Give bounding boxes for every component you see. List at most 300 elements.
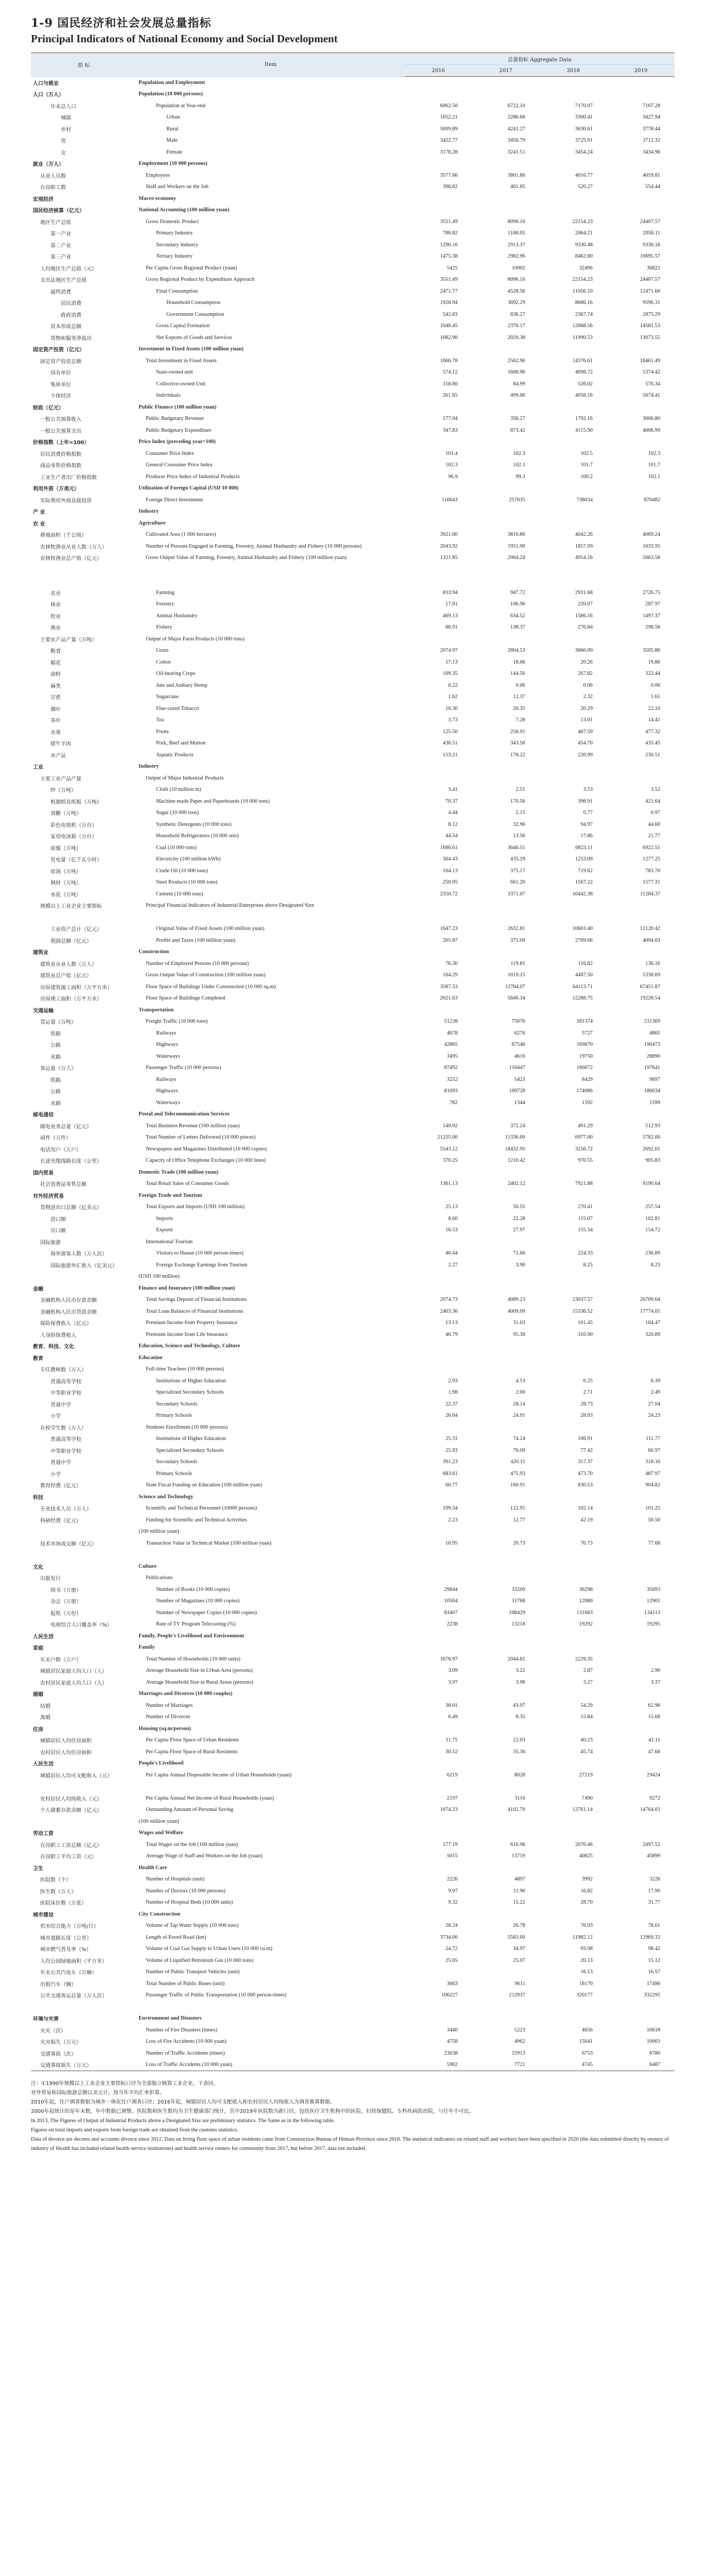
value-cell: 26.64	[445, 1413, 458, 1419]
indicator-name-cn: 报纸（万份）	[50, 1611, 81, 1617]
indicator-name-en: Number of Divorces	[146, 1714, 191, 1720]
value-cell: 13.13	[445, 1320, 458, 1326]
table-row	[31, 2024, 675, 2036]
value-cell: 3.97	[448, 1679, 458, 1685]
value-cell: 24407.57	[640, 218, 660, 225]
table-row	[31, 877, 675, 889]
indicator-name-cn: 劳动工资	[33, 1831, 54, 1837]
value-cell: 320177	[576, 1992, 593, 1998]
table-row	[31, 784, 675, 796]
value-cell: 10442.38	[572, 891, 593, 897]
value-cell: 4006.99	[642, 427, 660, 433]
indicator-name-en: Total Number of Public Buses (unit)	[146, 1980, 225, 1987]
value-cell: 4102.70	[507, 1807, 525, 1813]
value-cell	[540, 1282, 607, 1294]
indicator-name-en: Marriages and Divorces (10 000 couples)	[139, 1691, 233, 1697]
indicator-name-en: Wages and Welfare	[139, 1830, 183, 1836]
value-cell: 3778.44	[642, 126, 660, 132]
value-cell: 6722.10	[507, 103, 525, 109]
table-row	[31, 123, 675, 135]
indicator-name-en: Number of Hospitals (unit)	[146, 1876, 205, 1883]
value-cell: 71.66	[513, 1250, 525, 1257]
value-cell: 4678	[447, 1030, 458, 1036]
value-cell: 78.61	[648, 1923, 660, 1929]
indicator-name-cn: 农林牧渔业总产值（亿元）	[40, 556, 102, 562]
value-cell: 6780	[649, 2050, 660, 2056]
indicator-name-en: Staff and Workers on the Job	[146, 184, 209, 190]
value-cell: 77.68	[648, 1540, 660, 1546]
value-cell: 375.17	[510, 868, 525, 874]
value-cell: 10.30	[445, 705, 458, 711]
value-cell: 4656	[581, 2027, 593, 2033]
indicator-name-cn: 麻类	[50, 683, 61, 689]
value-cell: 2056.11	[643, 230, 660, 236]
value-cell: 13.01	[580, 717, 593, 723]
value-cell: 2632.81	[507, 926, 525, 932]
value-cell: 477.32	[645, 728, 660, 735]
table-row	[31, 993, 675, 1005]
value-cell: 4069.24	[642, 532, 660, 538]
value-cell	[540, 1908, 607, 1920]
value-cell: 17.13	[445, 659, 458, 665]
value-cell: 3178.28	[440, 149, 458, 155]
value-cell: 99.3	[516, 473, 525, 480]
indicator-name-cn: 结婚	[40, 1703, 50, 1709]
value-cell	[607, 1491, 675, 1503]
table-row	[31, 1387, 675, 1399]
value-cell: 6753	[581, 2050, 593, 2056]
value-cell: 101.25	[645, 1505, 660, 1512]
indicator-name-cn: 城镇居民家庭人均人口（人）	[40, 1669, 107, 1675]
value-cell	[472, 1421, 540, 1433]
indicator-name-cn: 房屋竣工面积（万平方米）	[40, 996, 102, 1003]
indicator-name-en: Collective-owned Unit	[156, 381, 206, 387]
value-cell: 5902	[405, 2059, 472, 2071]
indicator-name-en: Floor Space of Buildings Completed	[146, 995, 226, 1002]
value-cell: 12764.07	[505, 984, 525, 990]
indicator-name-cn: 电话用户（万户）	[40, 1147, 81, 1153]
value-cell: 2402.12	[507, 1181, 525, 1187]
value-cell: 2350.72	[440, 891, 458, 897]
value-cell: 4954.16	[575, 555, 593, 561]
table-row	[31, 367, 675, 379]
value-cell: 6276	[514, 1030, 525, 1036]
value-cell: 19228.54	[640, 995, 660, 1002]
value-cell: 3.96	[516, 1679, 525, 1685]
table-row	[31, 703, 675, 715]
indicator-name-cn: 货运量（万吨）	[40, 1020, 76, 1026]
value-cell: 12668.56	[572, 323, 593, 329]
value-cell: 6062.50	[440, 103, 458, 109]
section-row	[31, 1561, 675, 1572]
indicator-name-cn: 水果	[50, 730, 61, 736]
value-cell: 473.70	[577, 1470, 593, 1477]
indicator-name-cn: 在岗职工工资总额（亿元）	[40, 1842, 102, 1849]
value-cell: 138.37	[510, 624, 525, 631]
value-cell: 2804.53	[507, 648, 525, 654]
value-cell: 3300.41	[575, 114, 593, 121]
value-cell	[472, 1827, 540, 1839]
value-cell: 9330.16	[642, 242, 660, 248]
section-row	[31, 761, 675, 773]
value-cell	[540, 89, 607, 100]
indicator-name-en: Cultivated Area (1 000 hectares)	[146, 532, 216, 538]
indicator-name-en: Visitors to Hunan (10 000 person-times)	[156, 1250, 244, 1257]
value-cell	[472, 506, 540, 518]
value-cell: 24.91	[513, 1413, 525, 1419]
indicator-name-en: (USD 100 million)	[139, 1274, 180, 1280]
indicator-name-en: Passenger Traffic (10 000 persons)	[146, 1065, 221, 1071]
value-cell	[607, 1630, 675, 1642]
value-cell: 70.73	[580, 1540, 593, 1546]
value-cell: 1599	[649, 1099, 660, 1106]
value-cell: 119.81	[510, 960, 525, 967]
value-cell: 719.62	[577, 868, 593, 874]
table-row	[31, 680, 675, 691]
indicator-name-en: Per Capita Annual Disposable Income of Urban Households (yuan)	[146, 1772, 292, 1778]
indicator-name-cn: 女	[61, 150, 66, 156]
value-cell: 45899	[646, 1853, 660, 1859]
value-cell: 322.44	[645, 671, 660, 677]
indicator-name-en: Total Business Revenue (100 million yuan)	[146, 1123, 240, 1129]
value-cell: 2064.24	[507, 555, 525, 561]
value-cell	[472, 1816, 540, 1827]
value-cell: 197641	[644, 1065, 660, 1071]
indicator-name-cn: 第三产业	[50, 255, 71, 261]
value-cell	[607, 1827, 675, 1839]
value-cell: 1321.85	[440, 555, 458, 561]
value-cell: 8686.16	[575, 300, 593, 306]
value-cell: 375.09	[510, 937, 525, 943]
value-cell: 7170.07	[575, 103, 593, 109]
table-row	[31, 1155, 675, 1167]
table-row	[31, 668, 675, 680]
value-cell: 3505.86	[642, 648, 660, 654]
value-cell: 4042.26	[575, 532, 593, 538]
indicator-name-en: Rate of TV Program Telecasting (%)	[156, 1621, 236, 1628]
value-cell: 8028	[514, 1772, 525, 1778]
table-row	[31, 1062, 675, 1074]
value-cell: 475.93	[510, 1470, 525, 1477]
value-cell: 40.23	[580, 1737, 593, 1743]
value-cell: 164.47	[645, 1320, 660, 1326]
value-cell: 24407.57	[640, 277, 660, 283]
table-row	[31, 1225, 675, 1236]
value-cell: 0.06	[516, 682, 525, 688]
indicator-name-en: People's Livelihood	[139, 1760, 184, 1767]
value-cell: 15913	[511, 2050, 525, 2056]
year-header: 2018	[540, 65, 607, 77]
value-cell: 24.23	[648, 1413, 660, 1419]
value-cell: 7721	[472, 2059, 540, 2071]
value-cell	[472, 1109, 540, 1121]
table-row	[31, 888, 675, 900]
indicator-name-en: Female	[166, 149, 183, 155]
indicator-name-en: Family	[139, 1645, 155, 1651]
table-row	[31, 1735, 675, 1747]
value-cell	[405, 911, 472, 923]
indicator-name-en	[136, 1549, 404, 1561]
value-cell: 1277.25	[642, 856, 660, 862]
value-cell: 14764.03	[640, 1807, 660, 1813]
indicator-name-cn: 最终消费	[50, 289, 71, 295]
indicator-name-en: Total Retail Sales of Consumer Goods	[146, 1181, 229, 1187]
value-cell	[540, 1758, 607, 1770]
indicator-name-cn: 邮电业务总量（亿元）	[40, 1124, 92, 1130]
indicator-name-en: Sugarcane	[156, 694, 179, 700]
value-cell: 75076	[511, 1019, 525, 1025]
value-cell: 3551.49	[440, 277, 458, 283]
value-cell: 317.37	[577, 1459, 593, 1465]
table-row	[31, 831, 675, 842]
value-cell: 230.51	[645, 752, 660, 758]
value-cell: 44.54	[445, 833, 458, 839]
value-cell: 28.14	[513, 1401, 525, 1407]
value-cell: 22.37	[445, 1401, 458, 1407]
value-cell: 467.59	[577, 728, 593, 735]
section-row	[31, 1166, 675, 1178]
value-cell: 2043.92	[440, 543, 458, 549]
indicator-name-en: Transaction Value in Technical Market (100 million yuan)	[146, 1540, 271, 1546]
indicator-name-en: Cotton	[156, 659, 171, 665]
table-row	[31, 297, 675, 309]
value-cell: 26.78	[513, 1923, 525, 1929]
indicator-name-cn: 规模以上工业企业主要指标	[40, 904, 102, 910]
table-row	[31, 958, 675, 970]
value-cell	[607, 1816, 675, 1827]
indicator-name-cn: 普通中学	[50, 1460, 71, 1466]
indicator-name-en: Public Budgetary Expenditure	[146, 427, 212, 433]
indicator-name-cn: 固定资产投资总额	[40, 359, 81, 365]
table-row	[31, 1248, 675, 1260]
table-row	[31, 1955, 675, 1967]
value-cell: 76.93	[580, 1923, 593, 1929]
value-cell: 83407	[444, 1609, 458, 1616]
value-cell: 15.84	[580, 1714, 593, 1720]
value-cell: 7.28	[516, 717, 525, 723]
value-cell	[405, 77, 472, 89]
section-row	[31, 506, 675, 518]
indicator-name-cn: 医生数（万人）	[40, 1889, 76, 1895]
value-cell	[405, 2013, 472, 2025]
value-cell: 12080	[579, 1598, 593, 1604]
indicator-name-en: Household Refrigerators (10 000 sets)	[156, 833, 239, 839]
value-cell: 60.77	[445, 1482, 458, 1488]
table-row	[31, 285, 675, 297]
value-cell: 9330.48	[575, 242, 593, 248]
value-cell: 5583.00	[507, 1934, 525, 1940]
indicator-name-cn: 科技	[33, 1495, 43, 1501]
value-cell	[540, 193, 607, 205]
indicator-name-en: Industry	[139, 764, 159, 770]
indicator-name-cn	[31, 575, 136, 587]
table-row	[31, 1329, 675, 1341]
table-row	[31, 1086, 675, 1097]
table-row	[31, 1410, 675, 1422]
value-cell: 2074.73	[440, 1297, 458, 1303]
value-cell	[540, 1352, 607, 1364]
indicator-name-cn	[31, 2001, 136, 2013]
value-cell: 17.90	[648, 1888, 660, 1894]
value-cell: 3252	[447, 1076, 458, 1082]
indicator-name-cn: 纱（万吨）	[50, 788, 76, 794]
value-cell: 9697	[649, 1076, 660, 1082]
value-cell: 1052.21	[440, 114, 458, 121]
value-cell: 6823.11	[575, 844, 593, 851]
indicator-name-en: Number of Hospital Beds (10 000 units)	[146, 1900, 233, 1906]
value-cell: 4115.90	[575, 427, 593, 433]
indicator-name-en: Scientific and Technical Personnel (10000 persons)	[146, 1505, 257, 1512]
year-header: 2019	[607, 65, 675, 77]
table-title-cn: 1-9 国民经济和社会发展总量指标	[31, 16, 212, 30]
value-cell	[472, 1549, 540, 1561]
value-cell	[607, 1653, 675, 1665]
section-row	[31, 946, 675, 958]
value-cell: 10.95	[445, 1540, 458, 1546]
value-cell: 9596.31	[642, 300, 660, 306]
value-cell: 3226	[649, 1876, 660, 1883]
indicator-name-cn: 医院数（个）	[40, 1877, 71, 1884]
value-cell: 10618	[646, 2027, 660, 2033]
value-cell: 4487.50	[575, 972, 593, 978]
indicator-name-cn: 铁路	[50, 1077, 61, 1083]
value-cell: 6219	[447, 1772, 458, 1778]
indicator-name-cn: 一般公共预算收入	[40, 417, 81, 423]
footnotes	[31, 2079, 675, 2154]
indicator-name-en: City Construction	[139, 1911, 180, 1917]
value-cell: 683.61	[442, 1470, 458, 1477]
indicator-name-cn: 客运量（万人）	[40, 1066, 76, 1072]
value-cell	[405, 575, 472, 587]
value-cell: 96.9	[448, 473, 458, 480]
value-cell: 2.00	[516, 1389, 525, 1396]
indicator-name-cn: 农村居民人均住房面积	[40, 1750, 92, 1756]
value-cell: 2471.77	[440, 288, 458, 294]
indicator-name-en: Population (10 000 persons)	[139, 91, 203, 97]
section-row	[31, 77, 675, 89]
value-cell: 4758	[447, 2039, 458, 2045]
value-cell: 16.57	[648, 1969, 660, 1975]
value-cell	[405, 89, 472, 100]
table-row	[31, 795, 675, 807]
indicator-name-en: Foreign Exchange Earnings from Tourism	[156, 1262, 248, 1268]
table-row	[31, 981, 675, 993]
value-cell	[607, 1862, 675, 1874]
indicator-name-en: Fishery	[156, 624, 173, 631]
table-row	[31, 1132, 675, 1144]
table-row	[31, 2036, 675, 2048]
table-row	[31, 1596, 675, 1607]
value-cell: 134113	[644, 1609, 660, 1616]
section-row	[31, 1491, 675, 1503]
value-cell: 520.27	[577, 184, 593, 190]
table-row	[31, 622, 675, 634]
value-cell	[405, 1862, 472, 1874]
value-cell	[472, 1166, 540, 1178]
value-cell: 2020.38	[507, 334, 525, 341]
indicator-name-cn: 人均公园绿地面积（平方米）	[40, 1958, 107, 1964]
section-row	[31, 1827, 675, 1839]
indicator-name-cn	[31, 1549, 136, 1561]
table-row	[31, 1445, 675, 1456]
table-row	[31, 112, 675, 124]
value-cell	[405, 1630, 472, 1642]
value-cell: 170.56	[510, 798, 525, 804]
value-cell	[405, 1572, 472, 1584]
value-cell	[540, 1723, 607, 1735]
value-cell: 576.34	[645, 381, 660, 387]
indicator-name-cn: 个体经济	[50, 394, 71, 400]
value-cell	[540, 1816, 607, 1827]
value-cell: 74.24	[513, 1436, 525, 1442]
value-cell: 116643	[441, 497, 458, 503]
table-row	[31, 1317, 675, 1329]
value-cell: 574.12	[442, 369, 458, 376]
indicator-name-en: Farming	[156, 589, 175, 596]
indicator-name-cn	[31, 1526, 136, 1538]
indicators-table	[31, 53, 675, 2071]
section-row	[31, 1341, 675, 1352]
value-cell: 370.25	[442, 1158, 458, 1164]
value-cell: 47.68	[648, 1749, 660, 1755]
value-cell	[540, 77, 607, 89]
table-row	[31, 610, 675, 622]
indicator-name-en: State Fiscal Funding on Education (100 million yuan)	[146, 1482, 263, 1488]
value-cell	[607, 344, 675, 355]
indicator-name-en: Total Number of Letters Delivered (10 000 pieces)	[146, 1134, 256, 1141]
value-cell: 11982.12	[572, 1934, 593, 1940]
value-cell: 95.38	[513, 1331, 525, 1337]
value-cell: 109.35	[442, 671, 458, 677]
indicator-name-en: Net Exports of Goods and Services	[156, 334, 233, 341]
value-cell	[540, 1572, 607, 1584]
value-cell: 1792.16	[575, 416, 593, 422]
indicator-name-en: Number of Employed Persons (10 000 persons)	[146, 960, 249, 967]
value-cell	[472, 900, 540, 912]
indicator-name-cn: 主要工业产品产量	[40, 776, 81, 782]
table-row	[31, 1792, 675, 1804]
value-cell	[540, 2001, 607, 2013]
value-cell	[607, 1190, 675, 1201]
value-cell: 32.96	[513, 821, 525, 827]
value-cell	[472, 1352, 540, 1364]
value-cell	[540, 1271, 607, 1283]
indicator-name-cn	[31, 1816, 136, 1827]
table-row	[31, 819, 675, 831]
value-cell: 3992	[581, 1876, 593, 1883]
value-cell	[472, 1526, 540, 1538]
indicator-name-cn: 图书（万册）	[50, 1587, 81, 1594]
value-cell: 1066.78	[440, 358, 458, 364]
table-row	[31, 135, 675, 147]
indicator-name-en: Agriculture	[139, 520, 166, 526]
value-cell	[405, 1109, 472, 1121]
value-cell: 116447	[509, 1065, 525, 1071]
value-cell: 164.13	[442, 868, 458, 874]
indicator-name-en: Output of Major Industrial Products	[146, 775, 224, 781]
value-cell: 5727	[581, 1030, 593, 1036]
value-cell	[607, 1236, 675, 1248]
table-row	[31, 935, 675, 946]
table-row	[31, 309, 675, 320]
value-cell: 51238	[444, 1019, 458, 1025]
indicator-name-cn: 工业资产总计（亿元）	[50, 927, 102, 933]
value-cell: 40.44	[445, 1250, 458, 1257]
indicator-name-en: Macro-economy	[139, 195, 176, 201]
value-cell: 267.82	[577, 671, 593, 677]
indicator-name-en: Newspapers and Magazines Distributed (10 000 copies)	[146, 1146, 267, 1152]
indicator-name-en: Employment (10 000 persons)	[139, 161, 208, 167]
